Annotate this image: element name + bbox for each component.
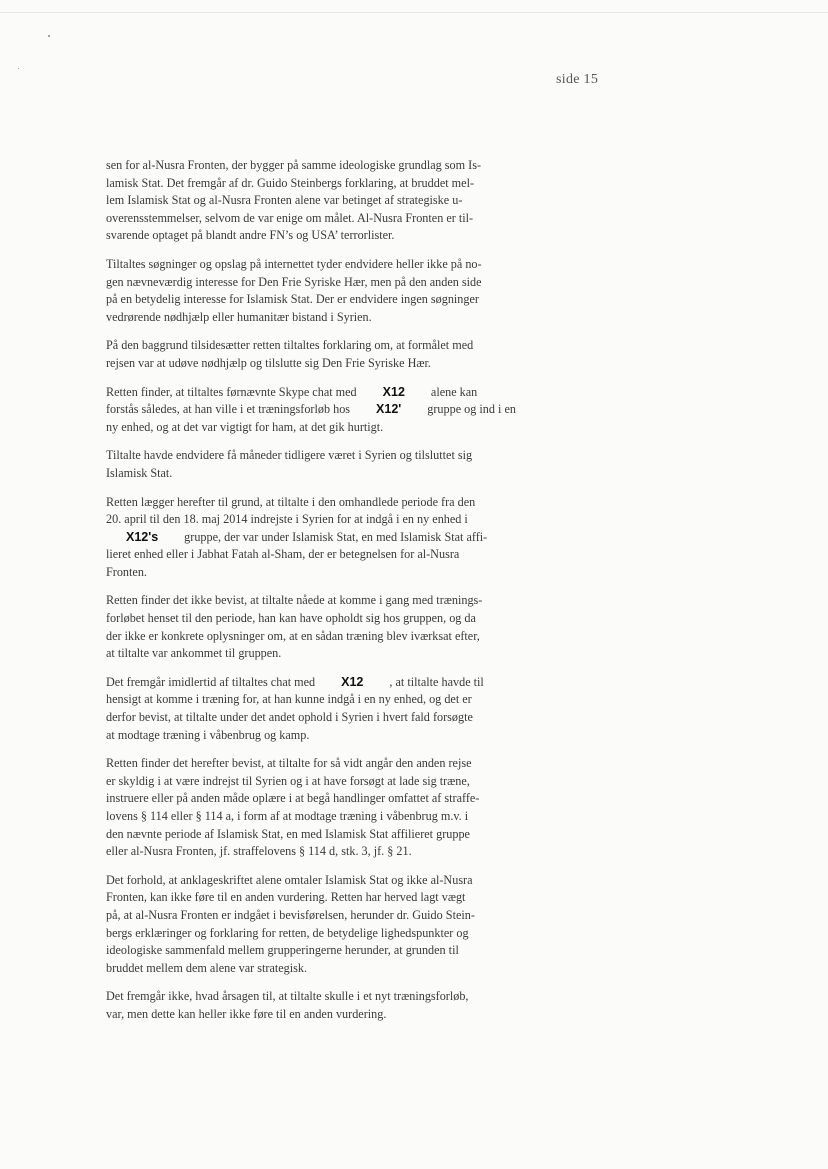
text-line: overensstemmelser, selvom de var enige om målet. Al-Nusra Fronten er til- <box>106 210 474 225</box>
text-line: at tiltalte var ankommet til gruppen. <box>106 646 282 661</box>
text-line: ny enhed, og at det var vigtigt for ham, at det gik hurtigt. <box>106 419 384 434</box>
text-line: at modtage træning i våbenbrug og kamp. <box>106 727 310 742</box>
text-line: 20. april til den 18. maj 2014 indrejste i Syrien for at indgå i en ny enhed i <box>106 512 468 527</box>
text-segment: alene kan <box>430 384 478 399</box>
text-line <box>106 674 554 692</box>
paragraph <box>106 337 554 372</box>
paragraph <box>106 988 554 1023</box>
text-line: rejsen var at udøve nødhjælp og tilslutte sig Den Frie Syriske Hær. <box>106 355 431 370</box>
text-segment: forstås således, at han ville i et træningsforløb hos <box>106 402 351 417</box>
text-line: den nævnte periode af Islamisk Stat, en med Islamisk Stat affilieret gruppe <box>106 826 470 841</box>
text-line: instruere eller på anden måde oplære i at begå handlinger omfattet af straffe- <box>106 791 480 806</box>
redaction-label: X12' <box>376 402 402 417</box>
redaction-label: X12 <box>341 674 364 689</box>
paragraph <box>106 157 554 245</box>
text-segment: gruppe, der var under Islamisk Stat, en med Islamisk Stat affi- <box>184 529 488 544</box>
text-line: på, at al-Nusra Fronten er indgået i bevisførelsen, herunder dr. Guido Stein- <box>106 907 475 922</box>
page-number: side 15 <box>556 72 599 87</box>
text-line: lieret enhed eller i Jabhat Fatah al-Sham, der er betegnelsen for al-Nusra <box>106 547 460 562</box>
text-line <box>106 384 554 402</box>
text-line: gen nævneværdig interesse for Den Frie Syriske Hær, men på den anden side <box>106 274 482 289</box>
text-line: Retten lægger herefter til grund, at tiltalte i den omhandlede periode fra den <box>106 494 476 509</box>
text-line: Tiltalte havde endvidere få måneder tidligere været i Syrien og tilsluttet sig <box>106 448 473 463</box>
text-line: Det forhold, at anklageskriftet alene omtaler Islamisk Stat og ikke al-Nusra <box>106 872 473 887</box>
text-segment: Retten finder, at tiltaltes førnævnte Skype chat med <box>106 384 357 399</box>
text-line: lem Islamisk Stat og al-Nusra Fronten alene var betinget af strategiske u- <box>106 193 463 208</box>
redaction-label: X12 <box>382 384 405 399</box>
paragraph <box>106 256 554 326</box>
text-segment: Det fremgår imidlertid af tiltaltes chat med <box>106 674 316 689</box>
text-line: Islamisk Stat. <box>106 465 173 480</box>
paragraph <box>106 592 554 662</box>
text-line: svarende optaget på blandt andre FN’s og USA’ terrorlister. <box>106 228 395 243</box>
text-line: bergs erklæringer og forklaring for retten, de betydelige lighedspunkter og <box>106 925 469 940</box>
scan-speck <box>48 35 50 37</box>
text-line: på en betydelig interesse for Islamisk Stat. Der er endvidere ingen søgninger <box>106 292 479 307</box>
text-line: er skyldig i at være indrejst til Syrien og i at have forsøgt at lade sig træne, <box>106 773 470 788</box>
text-line: bruddet mellem dem alene var strategisk. <box>106 960 308 975</box>
text-line <box>106 529 554 547</box>
text-line: var, men dette kan heller ikke føre til en anden vurdering. <box>106 1006 387 1021</box>
text-line: Retten finder det ikke bevist, at tiltalte nåede at komme i gang med trænings- <box>106 593 483 608</box>
text-line: vedrørende nødhjælp eller humanitær bistand i Syrien. <box>106 309 372 324</box>
text-line: lamisk Stat. Det fremgår af dr. Guido Steinbergs forklaring, at bruddet mel- <box>106 175 475 190</box>
paragraph <box>106 494 554 582</box>
text-line: sen for al-Nusra Fronten, der bygger på samme ideologiske grundlag som Is- <box>106 158 482 172</box>
text-line: Retten finder det herefter bevist, at tiltalte for så vidt angår den anden rejse <box>106 756 472 771</box>
paragraph <box>106 674 554 744</box>
scan-edge-line <box>0 12 828 13</box>
text-line: Tiltaltes søgninger og opslag på internettet tyder endvidere heller ikke på no- <box>106 256 482 271</box>
text-line: eller al-Nusra Fronten, jf. straffelovens § 114 d, stk. 3, jf. § 21. <box>106 844 412 859</box>
paragraph <box>106 447 554 482</box>
text-line: hensigt at komme i træning for, at han kunne indgå i en ny enhed, og det er <box>106 692 472 707</box>
text-line: På den baggrund tilsidesætter retten tiltaltes forklaring om, at formålet med <box>106 338 474 353</box>
redaction-label: X12's <box>126 529 159 544</box>
text-line: Det fremgår ikke, hvad årsagen til, at tiltalte skulle i et nyt træningsforløb, <box>106 989 469 1004</box>
text-line: lovens § 114 eller § 114 a, i form af at modtage træning i våbenbrug m.v. i <box>106 809 469 823</box>
text-line: Fronten, kan ikke føre til en anden vurdering. Retten har herved lagt vægt <box>106 890 466 905</box>
document-body <box>106 157 554 1035</box>
paragraph <box>106 384 554 437</box>
text-line: der ikke er konkrete oplysninger om, at en sådan træning blev iværksat efter, <box>106 628 480 643</box>
text-line <box>106 401 554 419</box>
text-line: forløbet henset til den periode, han kan have opholdt sig hos gruppen, og da <box>106 611 476 626</box>
text-segment: gruppe og ind i en <box>427 402 516 417</box>
text-line: Fronten. <box>106 564 147 579</box>
text-line: ideologiske sammenfald mellem grupperingerne herunder, at grunden til <box>106 943 459 958</box>
scan-speck <box>18 68 19 69</box>
text-line: derfor bevist, at tiltalte under det andet ophold i Syrien i hvert fald forsøgte <box>106 710 473 725</box>
paragraph <box>106 872 554 978</box>
paragraph <box>106 755 554 861</box>
text-segment: , at tiltalte havde til <box>389 674 484 689</box>
